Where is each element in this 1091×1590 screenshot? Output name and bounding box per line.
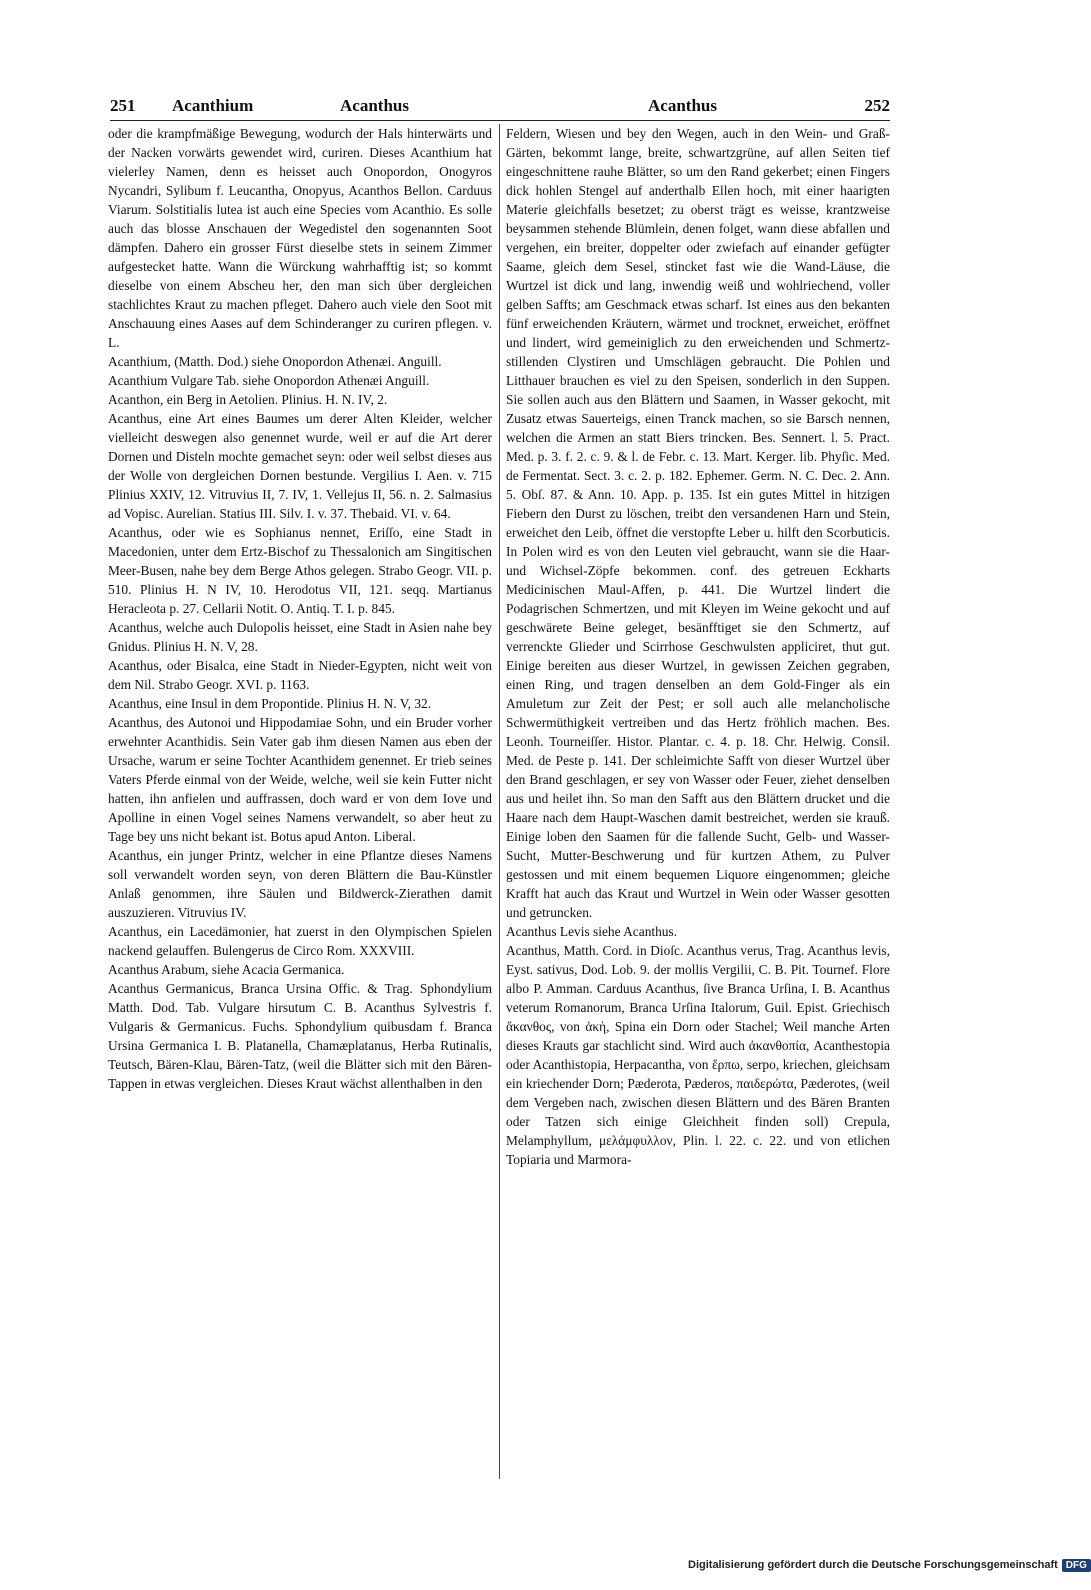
entry-paragraph: Acanthus, ein Lacedämonier, hat zuerst in den Olympischen Spielen nackend gelauffen. Bulengerus de Circo Rom. XXXVIII.	[108, 924, 492, 958]
entry-paragraph: Acanthus, welche auch Dulopolis heisset, eine Stadt in Asien nahe bey Gnidus. Plinius H. N. V, 28.	[108, 620, 492, 654]
entry-paragraph: oder die krampfmäßige Bewegung, wodurch der Hals hinterwärts und der Nacken vorwärts gewendet wird, curiren. Dieses Acanthium hat vielerley Namen, denn es heisset auch Onopordon, Onogyros Nycandri, Sylibum f. Leucantha, Onopyus, Acanthos Bellon. Carduus Viarum. Solstitialis lutea ist auch eine Species vom Acanthio. Es solle auch das blosse Anschauen der Wegedistel den sogenannten Soot dämpfen. Dahero ein grosser Fürst dieselbe stets in seinem Zimmer aufgestecket hatte. Wann die Würckung wahrhafftig ist; so kommt dieselbe von einem Abscheu her, den man sich über dergleichen stachlichtes Kraut zu machen pfleget. Dahero auch viele den Soot mit Anschauung eines Aases auf dem Schinderanger zu curiren pflegen. v. L.	[108, 126, 492, 350]
running-header	[110, 96, 890, 120]
entry-paragraph: Acanthus Germanicus, Branca Ursina Offic. & Trag. Sphondylium Matth. Dod. Tab. Vulgare hirsutum C. B. Acanthus Sylvestris f. Vulgaris & Germanicus. Fuchs. Sphondylium quibusdam f. Branca Ursina Germanica I. B. Platanella, Chamæplatanus, Herba Rutinalis, Teutsch, Bären-Klau, Bären-Tatz, (weil die Blätter sich mit den Bären-Tappen in etwas vergleichen. Dieses Kraut wächst allenthalben in den	[108, 981, 492, 1091]
page-number-left: 251	[110, 96, 136, 115]
right-center-lemma: Acanthus	[648, 96, 717, 115]
footer-text: Digitalisierung gefördert durch die Deutsche Forschungsgemeinschaft	[688, 1559, 1058, 1571]
entry-paragraph: Acanthium, (Matth. Dod.) siehe Onopordon Athenæi. Anguill.	[108, 354, 442, 369]
entry-paragraph: Acanthus, eine Art eines Baumes um derer Alten Kleider, welcher vielleicht deswegen also genennet wurde, weil er auf die Art derer Dornen und Disteln mochte gemachet seyn: oder weil selbst dieses aus der Wolle von dergleichen Dornen bestunde. Vergilius I. Aen. v. 715 Plinius XXIV, 12. Vitruvius II, 7. IV, 1. Vellejus II, 56. n. 2. Salmasius ad Vopisc. Aurelian. Statius III. Silv. I. v. 37. Thebaid. VI. v. 64.	[108, 411, 492, 521]
header-rule	[110, 120, 890, 121]
entry-paragraph: Acanthus, oder Bisalca, eine Stadt in Nieder-Egypten, nicht weit von dem Nil. Strabo Geogr. XVI. p. 1163.	[108, 658, 492, 692]
entry-paragraph: Acanthus, ein junger Printz, welcher in eine Pflantze dieses Namens soll verwandelt worden seyn, von deren Blättern die Bau-Künstler Anlaß genommen, ihre Säulen und Bildwerck-Zierathen damit auszuzieren. Vitruvius IV.	[108, 848, 492, 920]
entry-paragraph: Acanthus, Matth. Cord. in Dioſc. Acanthus verus, Trag. Acanthus levis, Eyst. sativus, Dod. Lob. 9. der mollis Vergilii, C. B. Pit. Tournef. Flore albo P. Amman. Carduus Acanthus, ſive Branca Urſina, I. B. Acanthus veterum Romanorum, Branca Urſina Italorum, Guil. Epist. Griechisch ἄκανθος, von ἀκὴ, Spina ein Dorn oder Stachel; Weil manche Arten dieses Krauts gar stachlicht sind. Wird auch ἀκανθοπία, Acanthestopia oder Acanthistopia, Herpacantha, von ἕρπω, serpo, kriechen, gleichsam ein kriechender Dorn; Pæderota, Pæderos, παιδερώτα, Pæderotes, (weil dem Vergeben nach, zwischen diesen Blättern und des Bären Branten oder Tatzen sich einige Gleichheit finden soll) Crepula, Melamphyllum, μελάμφυλλον, Plin. l. 22. c. 22. und von etlichen Topiaria und Marmora-	[506, 943, 890, 1167]
entry-paragraph: Acanthus, eine Insul in dem Propontide. Plinius H. N. V, 32.	[108, 696, 432, 711]
digitization-footer	[688, 1556, 1091, 1574]
left-lemma: Acanthium	[172, 96, 254, 115]
entry-paragraph: Feldern, Wiesen und bey den Wegen, auch in den Wein- und Graß-Gärten, bekommt lange, breite, schwartzgrüne, auf allen Seiten tief eingeschnittene rauhe Blätter, so um den Rand gekerbet; einen Fingers dick hohlen Stengel auf anderthalb Ellen hoch, mit einer haarigten Materie gleichfalls besetzet; zu oberst trägt es weisse, krantzweise beysammen stehende Blümlein, denen folget, wann diese abfallen und vergehen, ein breiter, doppelter oder zwiefach auf einander gefügter Saame, gleich dem Sesel, stincket fast wie die Wand-Läuse, die Wurtzel ist dick und lang, inwendig weiß und wohlriechend, voller gelben Saffts; am Geschmack etwas scharf. Ist eines aus den bekanten fünf erweichenden Kräutern, wärmet und trocknet, erweichet, eröffnet und lindert, wird gemeiniglich zu den erweichenden und Schmertz-stillenden Clystiren und Umschlägen gebraucht. Die Pohlen und Litthauer brauchen es viel zu den Speisen, sonderlich in den Suppen. Sie sollen auch aus den Blättern und Saamen, in Wasser gekocht, mit Zusatz etwas Sauerteigs, einen Tranck machen, so sie Barsch nennen, welchen die Armen an statt Biers trincken. Bes. Sennert. l. 5. Pract. Med. p. 3. f. 2. c. 9. & l. de Febr. c. 13. Mart. Kerger. lib. Phyſic. Med. de Fermentat. Sect. 3. c. 2. p. 182. Ephemer. Germ. N. C. Dec. 2. Ann. 5. Obſ. 87. & Ann. 10. App. p. 135. Ist ein gutes Mittel in hitzigen Fiebern den Durst zu löschen, treibt den versandenen Harn und Stein, erweichet den Leib, öffnet die verstopfte Leber u. hilft den Scorbuticis. In Polen wird es von den Leuten viel gebraucht, wann sie die Haar- und Wichsel-Zöpfe bekommen. conf. des getreuen Eckharts Medicinischen Maul-Affen, p. 441. Die Wurtzel lindert die Podagrischen Schmertzen, und mit Kleyen im Weine gekocht und auf geschwärete Beine geleget, besänfftiget sie den Schmertz, auf verrenckte Glieder und Scirrhose Geschwulsten appliciret, thut gut. Einige bereiten aus dieser Wurtzel, in gewissen Zeichen gegraben, einen Ring, und tragen denselben an dem Gold-Finger als ein Amuletum zur Zeit der Pest; er soll auch alle melancholische Schwermüthigkeit vertreiben und das Hertz fröhlich machen. Bes. Leonh. Tourneiſſer. Histor. Plantar. c. 4. p. 18. Chr. Helwig. Consil. Med. de Peste p. 141. Der schleimichte Safft von dieser Wurtzel über den Brand geschlagen, er sey von Wasser oder Feuer, ziehet denselben aus und heilet ihn. So man den Safft aus den Blättern drucket und die Haare nach dem Haupt-Waschen damit bestreichet, werden sie krauß. Einige loben den Saamen für die fallende Sucht, Gelb- und Wasser-Sucht, Mutter-Beschwerung und für kurtzen Athem, zu Pulver gestossen und mit einem bequemen Liquore eingenommen; gleiche Krafft hat auch das Kraut und Wurtzel in Wein oder Wasser gesotten und getruncken.	[506, 126, 890, 920]
left-column	[108, 124, 492, 1479]
left-center-lemma: Acanthus	[340, 96, 409, 115]
dfg-logo: DFG	[1062, 1559, 1091, 1572]
page-number-right: 252	[864, 96, 890, 115]
entry-paragraph: Acanthus Levis siehe Acanthus.	[506, 924, 678, 939]
entry-paragraph: Acanthus, des Autonoi und Hippodamiae Sohn, und ein Bruder vorher erwehnter Acanthidis. Sein Vater gab ihm diesen Namen aus eben der Ursache, warum er seine Tochter Acanthidem genennet. Er trieb seines Vaters Pferde einmal von der Weide, welche, weil sie kein Futter nicht hatten, ihn anfielen und auffrassen, doch ward er von dem Iove und Apolline in einen Vogel seines Namens verwandelt, so aber heut zu Tage bey uns nicht bekant ist. Botus apud Anton. Liberal.	[108, 715, 492, 844]
right-column	[506, 124, 890, 1479]
entry-paragraph: Acanthus Arabum, siehe Acacia Germanica.	[108, 962, 345, 977]
entry-paragraph: Acanthus, oder wie es Sophianus nennet, Eriſſo, eine Stadt in Macedonien, unter dem Ertz-Bischof zu Thessalonich am Singitischen Meer-Busen, nahe bey dem Berge Athos gelegen. Strabo Geogr. VII. p. 510. Plinius H. N IV, 10. Herodotus VII, 121. seqq. Martianus Heracleota p. 27. Cellarii Notit. O. Antiq. T. I. p. 845.	[108, 525, 492, 616]
column-divider	[499, 124, 500, 1479]
entry-paragraph: Acanthon, ein Berg in Aetolien. Plinius. H. N. IV, 2.	[108, 392, 388, 407]
entry-paragraph: Acanthium Vulgare Tab. siehe Onopordon Athenæi Anguill.	[108, 373, 430, 388]
